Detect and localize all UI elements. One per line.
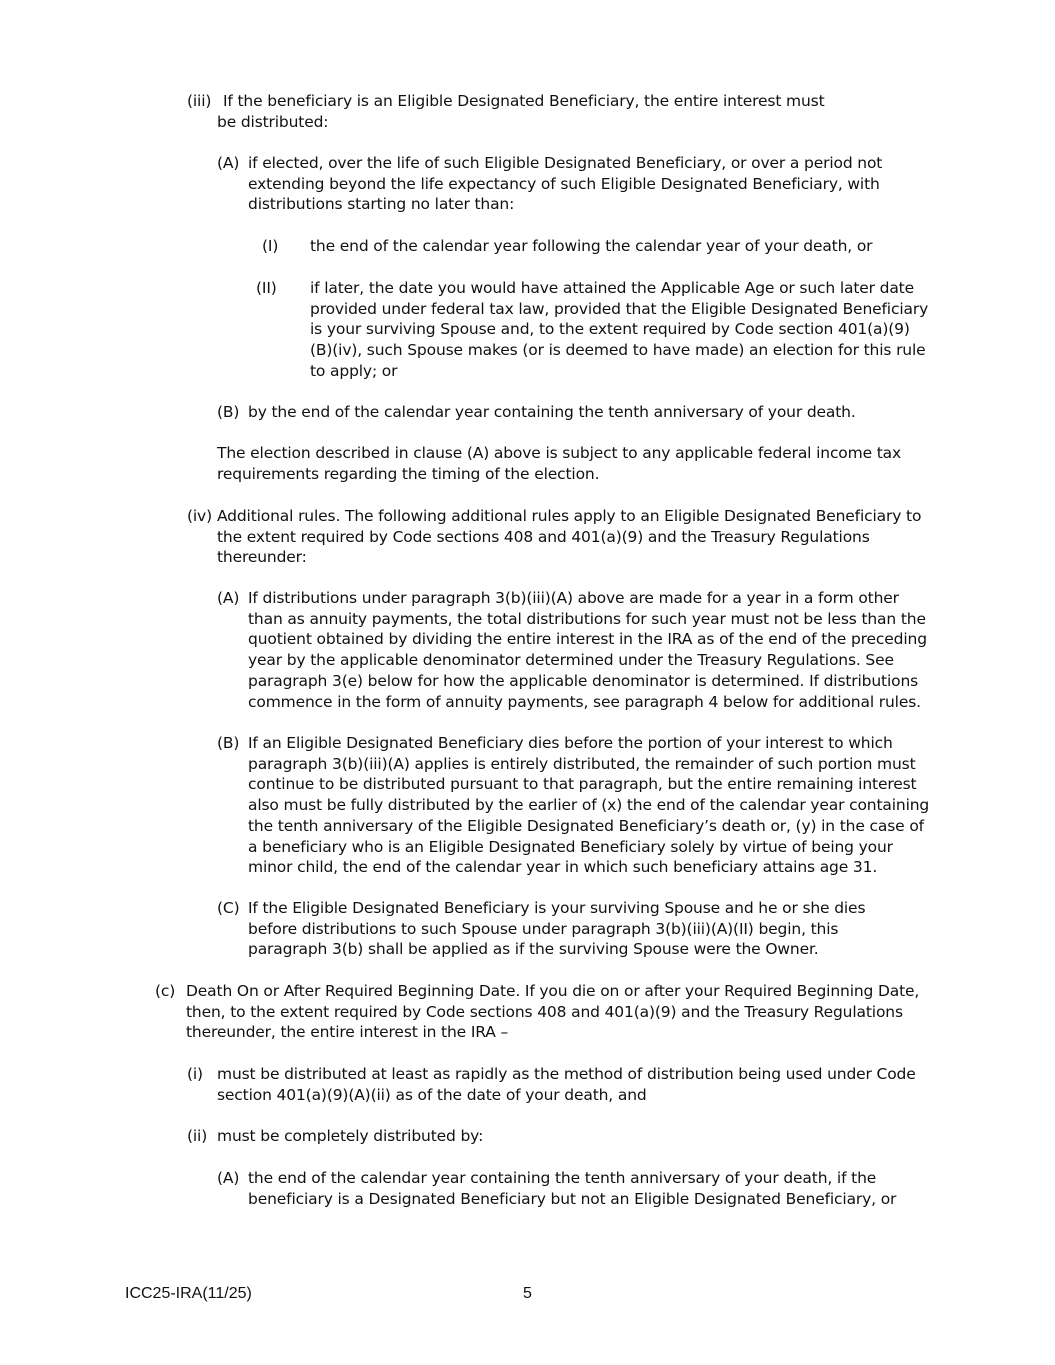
clause-text: by the end of the calendar year containing the tenth anniversary of your death. — [248, 403, 856, 421]
clause-text: must be distributed at least as rapidly as the method of distribution being used under Code section 401(a)(9)(A)(ii) as of the date of your death, and — [217, 1065, 916, 1104]
clause-label: (B) — [217, 403, 240, 421]
clause-label: (ii) — [187, 1127, 208, 1145]
clause-label: (C) — [217, 899, 240, 917]
clause-text: must be completely distributed by: — [217, 1127, 484, 1145]
clause-text: if later, the date you would have attained the Applicable Age or such later date provided under federal tax law, provided that the Eligible Designated Beneficiary is your surviving Spouse and, to the extent required by Code section 401(a)(9)(B)(iv), such Spouse makes (or is deemed to have made) an election for this rule to apply; or — [310, 279, 929, 380]
clause-label: (c) — [155, 982, 176, 1000]
clause-text: the end of the calendar year following the calendar year of your death, or — [310, 237, 873, 255]
page-number: 5 — [523, 1285, 532, 1302]
clause-label: (iv) — [187, 507, 212, 525]
clause-text: If an Eligible Designated Beneficiary dies before the portion of your interest to which paragraph 3(b)(iii)(A) applies is entirely distributed, the remainder of such portion must continue to be distributed pursuant to that paragraph, but the entire remaining interest also must be fully distributed by the earlier of (x) the end of the calendar year containing the tenth anniversary of the Eligible Designated Beneficiary’s death or, (y) in the case of a beneficiary who is an Eligible Designated Beneficiary solely by virtue of being your minor child, the end of the calendar year in which such beneficiary attains age 31. — [248, 734, 930, 877]
clause-label: (A) — [217, 589, 240, 607]
election-paragraph: The election described in clause (A) above is subject to any applicable federal income tax requirements regarding the timing of the election. — [217, 444, 902, 483]
clause-label: (I) — [262, 237, 279, 255]
clause-text: Death On or After Required Beginning Date. If you die on or after your Required Beginning Date, then, to the extent required by Code sections 408 and 401(a)(9) and the Treasury Regulations thereunder, the entire interest in the IRA – — [186, 982, 920, 1042]
clause-label: (B) — [217, 734, 240, 752]
clause-label: (iii) — [187, 92, 212, 110]
form-id: ICC25-IRA(11/25) — [125, 1285, 252, 1302]
clause-text: If the beneficiary is an Eligible Designated Beneficiary, the entire interest must be distributed: — [217, 92, 825, 131]
clause-label: (i) — [187, 1065, 203, 1083]
clause-text: If the Eligible Designated Beneficiary is your surviving Spouse and he or she dies before distributions to such Spouse under paragraph 3(b)(iii)(A)(II) begin, this paragraph 3(b) shall be applied as if the surviving Spouse were the Owner. — [248, 899, 866, 959]
clause-label: (A) — [217, 154, 240, 172]
clause-text: if elected, over the life of such Eligible Designated Beneficiary, or over a period not extending beyond the life expectancy of such Eligible Designated Beneficiary, with distributions starting no later than: — [248, 154, 883, 214]
clause-text: the end of the calendar year containing the tenth anniversary of your death, if the beneficiary is a Designated Beneficiary but not an Eligible Designated Beneficiary, or — [248, 1169, 897, 1208]
clause-text: Additional rules. The following additional rules apply to an Eligible Designated Beneficiary to the extent required by Code sections 408 and 401(a)(9) and the Treasury Regulations thereunder: — [217, 507, 922, 567]
clause-label: (II) — [256, 279, 277, 297]
clause-text: If distributions under paragraph 3(b)(iii)(A) above are made for a year in a form other than as annuity payments, the total distributions for such year must not be less than the quotient obtained by dividing the entire interest in the IRA as of the end of the preceding year by the applicable denominator determined under the Treasury Regulations. See paragraph 3(e) below for how the applicable denominator is determined. If distributions commence in the form of annuity payments, see paragraph 4 below for additional rules. — [248, 589, 927, 711]
clause-label: (A) — [217, 1169, 240, 1187]
